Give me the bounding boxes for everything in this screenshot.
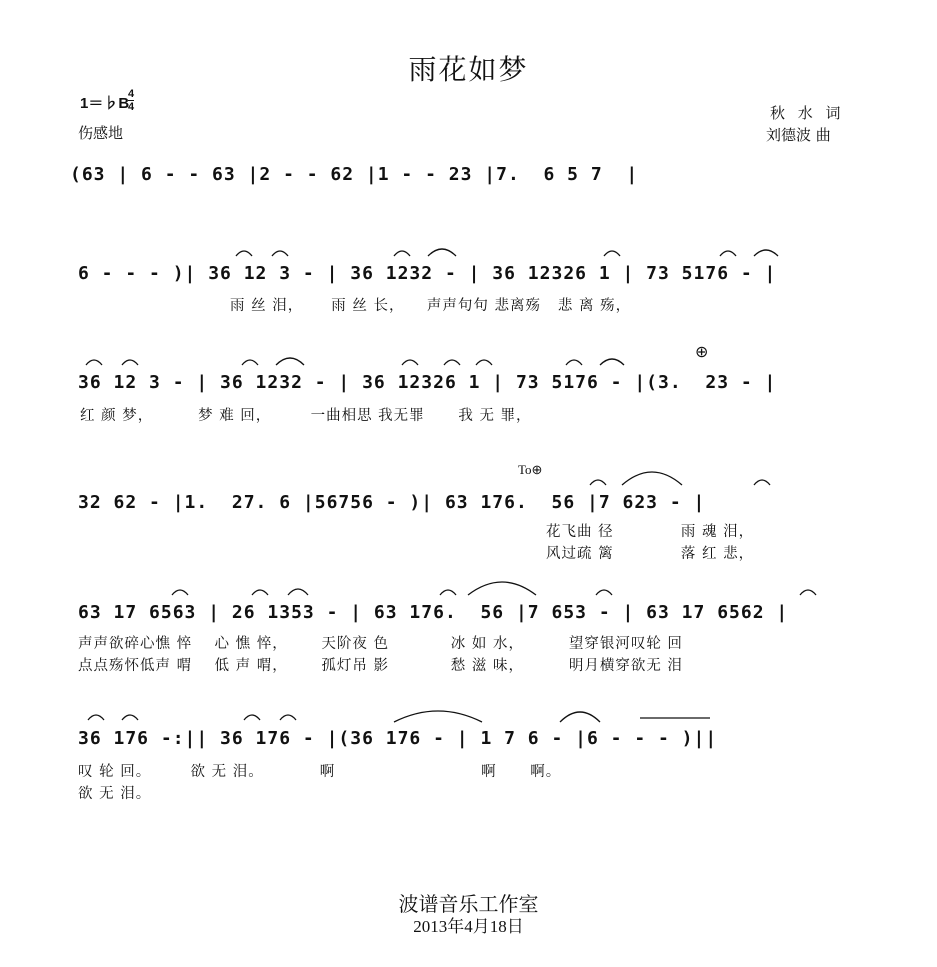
- time-signature-bottom: 4: [128, 101, 135, 113]
- score-row-5-lyrics-1: 声声欲碎心憔 悴 心 憔 悴， 天阶夜 色 冰 如 水， 望穿银河叹轮 回: [78, 636, 683, 652]
- lyricist-credit: 秋 水 词: [770, 104, 845, 122]
- score-row-6-lyrics-2: 欲 无 泪。: [78, 786, 152, 802]
- score-row-5-notes: 63 17 6563 | 26 1353 - | 63 176. 56 |7 653 - | 63 17 6562 |: [78, 602, 789, 623]
- score-row-6-lyrics-1: 叹 轮 回。 欲 无 泪。 啊 啊 啊。: [78, 764, 562, 780]
- score-row-2-notes: 6 - - - )| 36 12 3 - | 36 1232 - | 36 12326 1 | 73 5176 - |: [78, 263, 777, 284]
- studio-credit: 波谱音乐工作室: [398, 892, 539, 916]
- score-row-2-lyrics-1: 雨 丝 泪， 雨 丝 长， 声声句句 悲离殇 悲 离 殇，: [230, 298, 632, 314]
- publish-date: 2013年4月18日: [413, 917, 524, 936]
- song-title: 雨花如梦: [408, 53, 529, 86]
- coda-sign: ⊕: [695, 342, 709, 361]
- score-row-4-lyrics-2: 风过疏 篱 落 红 悲，: [546, 546, 755, 562]
- key-signature: 1＝♭B: [80, 95, 130, 112]
- score-row-5-lyrics-2: 点点殇怀低声 喟 低 声 喟， 孤灯吊 影 愁 滋 味， 明月横穿欲无 泪: [78, 658, 683, 674]
- score-row-3-lyrics-1: 红 颜 梦， 梦 难 回， 一曲相思 我无罪 我 无 罪，: [80, 408, 532, 424]
- score-row-6-notes: 36 176 -:|| 36 176 - |(36 176 - | 1 7 6 - |6 - - - )||: [78, 728, 718, 749]
- score-row-4-notes: 32 62 - |1. 27. 6 |56756 - )| 63 176. 56 |7 623 - |: [78, 492, 706, 513]
- time-signature-top: 4: [128, 88, 135, 100]
- score-row-1-notes: (63 | 6 - - 63 |2 - - 62 |1 - - 23 |7. 6 5 7 |: [70, 164, 639, 185]
- to-coda-sign: To⊕: [518, 462, 543, 477]
- score-row-4-lyrics-1: 花飞曲 径 雨 魂 泪，: [546, 524, 755, 540]
- score-row-3-notes: 36 12 3 - | 36 1232 - | 36 12326 1 | 73 5176 - |(3. 23 - |: [78, 372, 777, 393]
- composer-credit: 刘德波 曲: [766, 126, 831, 144]
- tempo-mood: 伤感地: [78, 124, 124, 142]
